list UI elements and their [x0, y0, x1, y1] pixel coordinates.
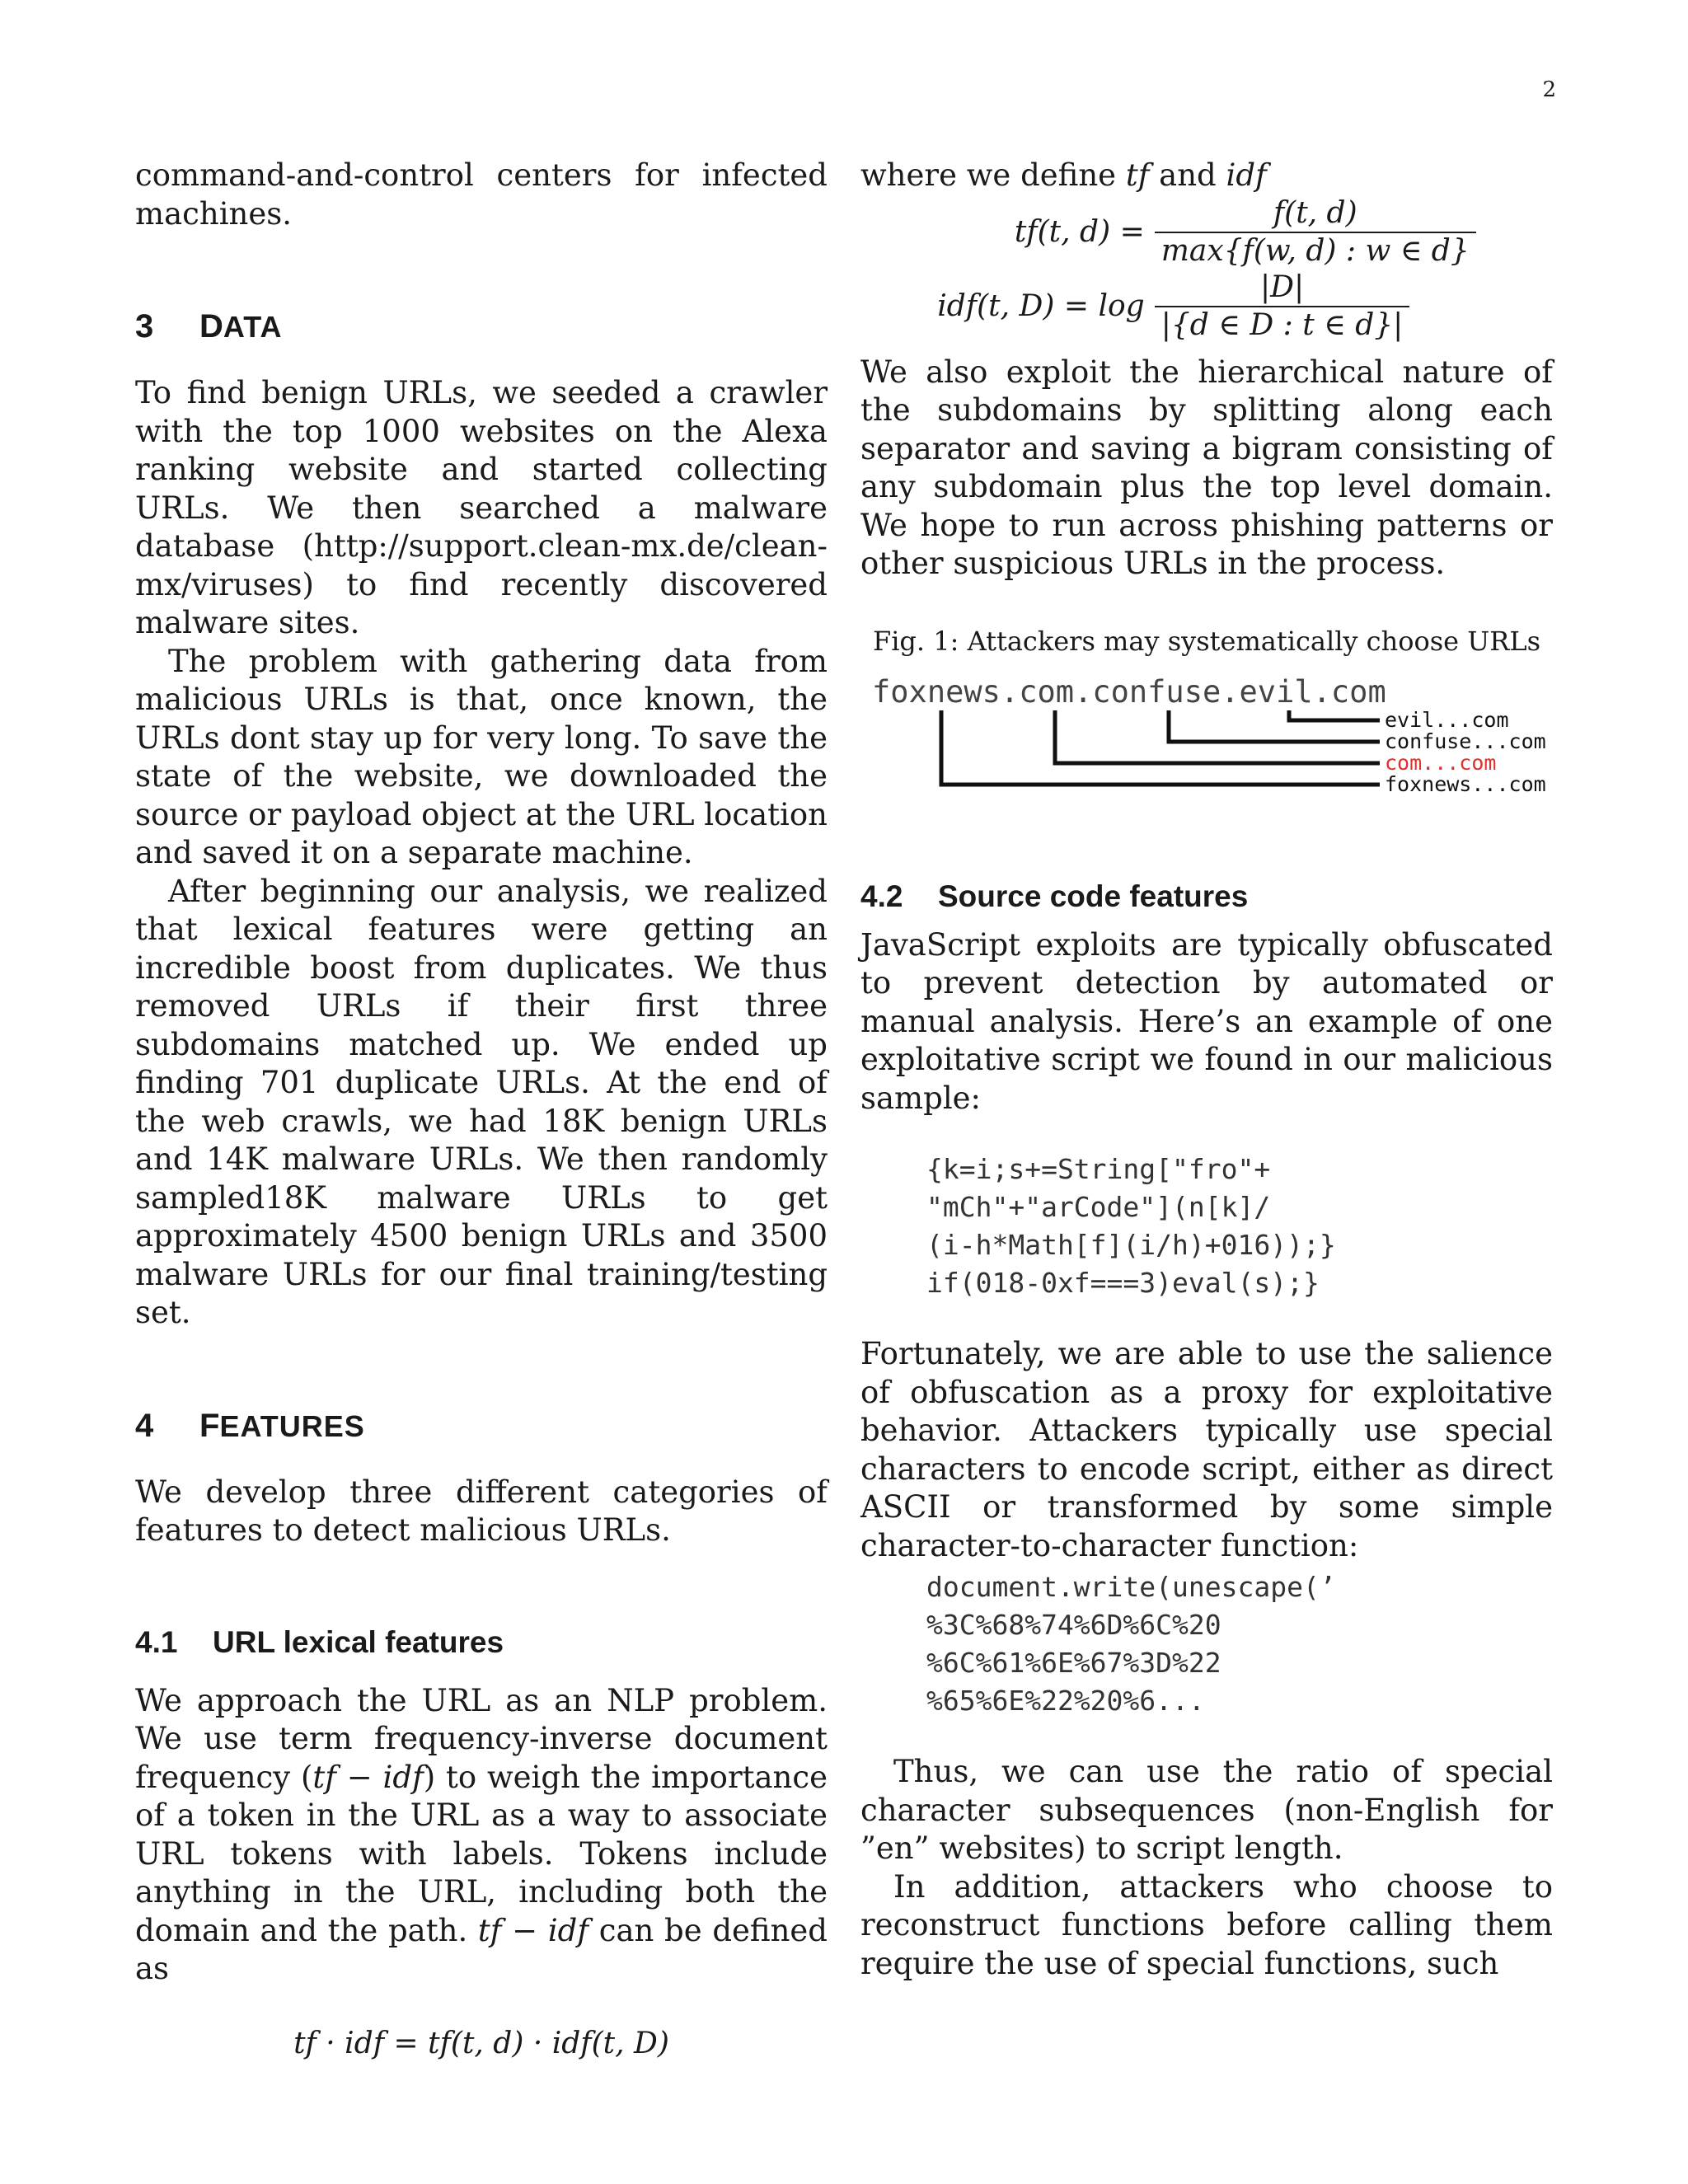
data-paragraph-2: The problem with gathering data from malicious URLs is that, once known, the URLs dont stay up for very long. To save the state of the website, we downloaded the source or payload object at the URL location and saved it on a separate machine.	[135, 643, 828, 870]
code-line: document.write(unescape(’	[926, 1571, 1336, 1603]
code-line: %6C%61%6E%67%3D%22	[926, 1647, 1221, 1679]
subdomain-paragraph: We also exploit the hierarchical nature of the subdomains by splitting along each separator and saving a bigram consisting of any subdomain plus the top level domain. We hope to run across phishing patterns or other suspicious URLs in the process.	[860, 354, 1553, 581]
define-line: where we define tf and idf	[860, 157, 1267, 193]
right-column	[860, 157, 1553, 1983]
code-line: if(018-0xf===3)eval(s);}	[926, 1267, 1320, 1299]
figure-label-com: com...com	[1385, 750, 1497, 775]
code-block-2	[926, 1568, 1553, 1720]
code-line: {k=i;s+=String["fro"+	[926, 1153, 1271, 1185]
bracket-confuse	[1169, 710, 1380, 742]
section-4-2-heading: 4.2 Source code features	[860, 879, 1249, 913]
figure-label-evil: evil...com	[1385, 707, 1509, 732]
features-paragraph: We develop three different categories of features to detect malicious URLs.	[135, 1474, 828, 1548]
intro-paragraph: command-and-control centers for infected machines.	[135, 157, 828, 232]
figure-brackets	[941, 710, 1380, 785]
reconstruct-paragraph: In addition, attackers who choose to reconstruct functions before calling them require the use of special functions, such	[860, 1868, 1553, 1981]
page-number: 2	[1542, 77, 1556, 102]
tf-equation: tf(t, d) = $\frac{f(t, d)}{\max\{f(w, d) : w \in d\}}$	[932, 195, 1481, 269]
figure-caption: Fig. 1: Attackers may systematically choose URLs	[872, 625, 1540, 657]
figure-label-confuse: confuse...com	[1385, 729, 1546, 753]
code-line: %65%6E%22%20%6...	[926, 1685, 1205, 1717]
data-paragraph-1: To find benign URLs, we seeded a crawler with the top 1000 websites on the Alexa ranking website and started collecting URLs. We then searched a malware database (http://support.clean-mx.de/clean-mx/viruses) to find recently discovered malware sites.	[135, 375, 828, 640]
idf-equation: idf(t, D) = log $\frac{|D|}{|\{d \in D : t \in d\}|}$	[932, 269, 1481, 344]
javascript-paragraph: JavaScript exploits are typically obfuscated to prevent detection by automated or manual analysis. Here’s an example of one exploitative script we found in our malicious sample:	[860, 926, 1553, 1116]
section-4-heading: 4 FEATURES	[135, 1407, 365, 1444]
tf-idf-inline: tf − idf	[312, 1759, 424, 1795]
section-4-1-heading: 4.1 URL lexical features	[135, 1624, 504, 1659]
figure-label-foxnews: foxnews...com	[1385, 771, 1546, 796]
ratio-paragraph: Thus, we can use the ratio of special character subsequences (non-English for ”en” websites) to script length.	[860, 1754, 1553, 1866]
lexical-paragraph: We approach the URL as an NLP problem. We use term frequency-inverse document frequency (tf − idf) to weigh the importance of a token in the URL as a way to associate URL tokens with labels. Tokens include anything in the URL, including both the domain and the path. tf − idf can be defined as	[135, 1682, 828, 1986]
tf-idf-inline-2: tf − idf	[477, 1912, 589, 1948]
bracket-evil	[1289, 710, 1380, 720]
figure-url: foxnews.com.confuse.evil.com	[872, 673, 1386, 710]
left-column	[135, 157, 828, 2060]
code-line: %3C%68%74%6D%6C%20	[926, 1609, 1221, 1641]
section-3-heading: 3 DATA	[135, 308, 283, 344]
code-line: (i-h*Math[f](i/h)+016));}	[926, 1229, 1336, 1261]
url-figure	[860, 673, 1553, 796]
tf-idf-equation: tf · idf = tf(t, d) · idf(t, D)	[293, 2026, 669, 2060]
code-block-1	[926, 1151, 1553, 1302]
obfuscation-paragraph: Fortunately, we are able to use the salience of obfuscation as a proxy for exploitative behavior. Attackers typically use special characters to encode script, either as direct ASCII or transformed by some simple character-to-character function:	[860, 1336, 1553, 1563]
data-paragraph-3: After beginning our analysis, we realized that lexical features were getting an incredible boost from duplicates. We thus removed URLs if their first three subdomains matched up. We ended up finding 701 duplicate URLs. At the end of the web crawls, we had 18K benign URLs and 14K malware URLs. We then randomly sampled18K malware URLs to get approximately 4500 benign URLs and 3500 malware URLs for our final training/testing set.	[135, 873, 828, 1330]
code-line: "mCh"+"arCode"](n[k]/	[926, 1191, 1271, 1223]
tf-idf-definitions	[932, 195, 1481, 344]
